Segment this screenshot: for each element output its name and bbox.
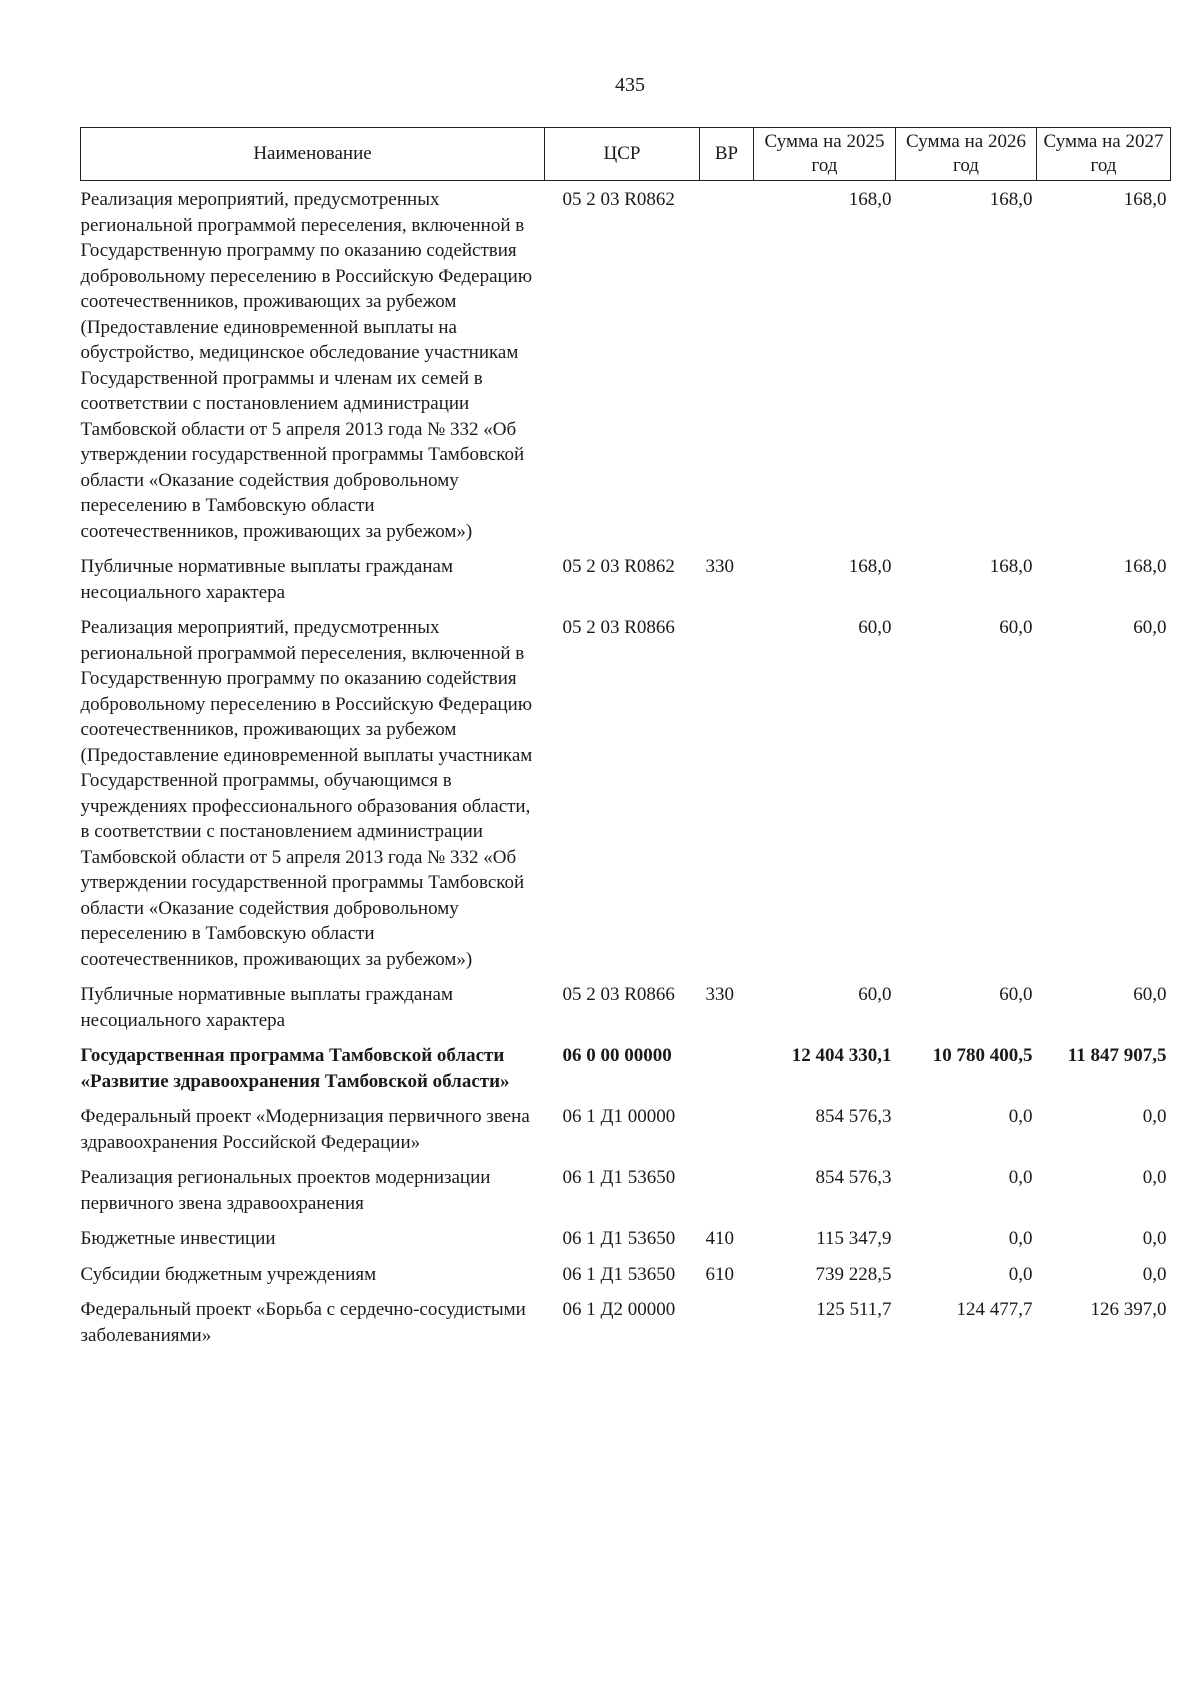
row-vr <box>700 1098 754 1159</box>
row-sum-2025: 168,0 <box>848 189 892 210</box>
header-name: Наименование <box>81 128 545 181</box>
row-name: Федеральный проект «Борьба с сердечно-сосудистыми заболеваниями» <box>80 1299 526 1346</box>
row-csr: 06 1 Д1 00000 <box>562 1106 676 1127</box>
row-sum-2025: 12 404 330,1 <box>791 1045 892 1066</box>
row-vr <box>700 609 754 976</box>
row-vr <box>700 1291 754 1352</box>
row-csr: 05 2 03 R0862 <box>562 189 675 210</box>
table-row <box>81 1098 1171 1159</box>
row-vr: 410 <box>705 1228 734 1249</box>
row-sum-2027: 126 397,0 <box>1090 1299 1167 1320</box>
row-name: Бюджетные инвестиции <box>80 1228 276 1249</box>
row-sum-2026: 10 780 400,5 <box>932 1045 1033 1066</box>
row-csr: 05 2 03 R0866 <box>562 984 675 1005</box>
page-number: 435 <box>615 74 645 96</box>
row-sum-2027: 0,0 <box>1142 1263 1167 1285</box>
header-csr: ЦСР <box>545 128 700 181</box>
row-sum-2025: 854 576,3 <box>815 1167 892 1188</box>
row-sum-2025: 115 347,9 <box>816 1228 892 1249</box>
row-sum-2025: 739 228,5 <box>815 1263 892 1285</box>
row-name: Реализация мероприятий, предусмотренных региональной программой переселения, включенной в Государственную программу по оказанию содействия добровольному переселению в Российскую Федерацию соотечественников, проживающих за рубежом (Предоставление единовременной выплаты участникам Государственной программы, обучающимся в учреждениях профессионального образования области, в соответствии с постановлением администрации Тамбовской области от 5 апреля 2013 года № 332 «Об утверждении государственной программы Тамбовской области «Оказание содействия добровольному переселению в Тамбовскую области соотечественников, проживающих за рубежом») <box>80 617 533 970</box>
header-sum-2025: Сумма на 2025 год <box>754 128 896 181</box>
row-sum-2027: 11 847 907,5 <box>1067 1045 1167 1066</box>
table-row <box>81 1037 1171 1098</box>
row-vr <box>700 1037 754 1098</box>
row-vr <box>700 181 754 549</box>
row-sum-2025: 60,0 <box>858 617 892 638</box>
row-sum-2027: 168,0 <box>1123 556 1167 577</box>
row-name: Федеральный проект «Модернизация первичного звена здравоохранения Российской Федерации» <box>80 1106 530 1153</box>
table-row <box>81 1220 1171 1256</box>
row-sum-2026: 0,0 <box>1008 1228 1033 1249</box>
row-csr: 06 1 Д1 53650 <box>562 1263 676 1285</box>
row-sum-2026: 124 477,7 <box>956 1299 1033 1320</box>
table-row <box>81 548 1171 609</box>
table-row <box>81 1291 1171 1352</box>
row-vr: 330 <box>705 984 734 1005</box>
table-body <box>81 181 1171 1353</box>
row-name: Публичные нормативные выплаты гражданам несоциального характера <box>80 984 453 1031</box>
row-sum-2026: 60,0 <box>999 617 1033 638</box>
table-row <box>81 1159 1171 1220</box>
budget-table <box>80 127 1171 1352</box>
table-row <box>81 609 1171 976</box>
row-sum-2025: 125 511,7 <box>816 1299 892 1320</box>
row-sum-2026: 0,0 <box>1008 1106 1033 1127</box>
row-vr: 330 <box>705 556 734 577</box>
header-sum-2027: Сумма на 2027 год <box>1037 128 1171 181</box>
row-sum-2027: 60,0 <box>1133 617 1167 638</box>
row-sum-2027: 168,0 <box>1123 189 1167 210</box>
row-csr: 05 2 03 R0862 <box>562 556 675 577</box>
table-header <box>81 128 1171 181</box>
row-sum-2027: 0,0 <box>1142 1167 1167 1188</box>
table-row <box>81 181 1171 549</box>
row-csr: 06 1 Д1 53650 <box>562 1167 676 1188</box>
table-row <box>81 976 1171 1037</box>
row-name: Субсидии бюджетным учреждениям <box>80 1263 377 1285</box>
header-sum-2026: Сумма на 2026 год <box>896 128 1037 181</box>
row-sum-2027: 0,0 <box>1142 1228 1167 1249</box>
row-name: Реализация региональных проектов модернизации первичного звена здравоохранения <box>80 1167 491 1214</box>
row-sum-2027: 60,0 <box>1133 984 1167 1005</box>
row-csr: 06 1 Д1 53650 <box>562 1228 676 1249</box>
row-csr: 05 2 03 R0866 <box>562 617 675 638</box>
row-csr: 06 0 00 00000 <box>562 1045 672 1066</box>
row-name: Государственная программа Тамбовской области «Развитие здравоохранения Тамбовской области» <box>80 1045 510 1092</box>
row-sum-2025: 854 576,3 <box>815 1106 892 1127</box>
row-vr: 610 <box>705 1263 734 1285</box>
row-sum-2025: 60,0 <box>858 984 892 1005</box>
row-sum-2027: 0,0 <box>1142 1106 1167 1127</box>
row-vr <box>700 1159 754 1220</box>
row-sum-2026: 60,0 <box>999 984 1033 1005</box>
row-name: Реализация мероприятий, предусмотренных региональной программой переселения, включенной в Государственную программу по оказанию содействия добровольному переселению в Российскую Федерацию соотечественников, проживающих за рубежом (Предоставление единовременной выплаты на обустройство, медицинское обследование участникам Государственной программы и членам их семей в соответствии с постановлением администрации Тамбовской области от 5 апреля 2013 года № 332 «Об утверждении государственной программы Тамбовской области «Оказание содействия добровольному переселению в Тамбовскую области соотечественников, проживающих за рубежом») <box>80 189 533 542</box>
row-sum-2026: 0,0 <box>1008 1263 1033 1285</box>
row-sum-2025: 168,0 <box>848 556 892 577</box>
row-sum-2026: 168,0 <box>989 189 1033 210</box>
row-csr: 06 1 Д2 00000 <box>562 1299 676 1320</box>
row-sum-2026: 168,0 <box>989 556 1033 577</box>
row-name: Публичные нормативные выплаты гражданам несоциального характера <box>80 556 453 603</box>
table-row <box>81 1256 1171 1292</box>
header-vr: ВР <box>700 128 754 181</box>
row-sum-2026: 0,0 <box>1008 1167 1033 1188</box>
